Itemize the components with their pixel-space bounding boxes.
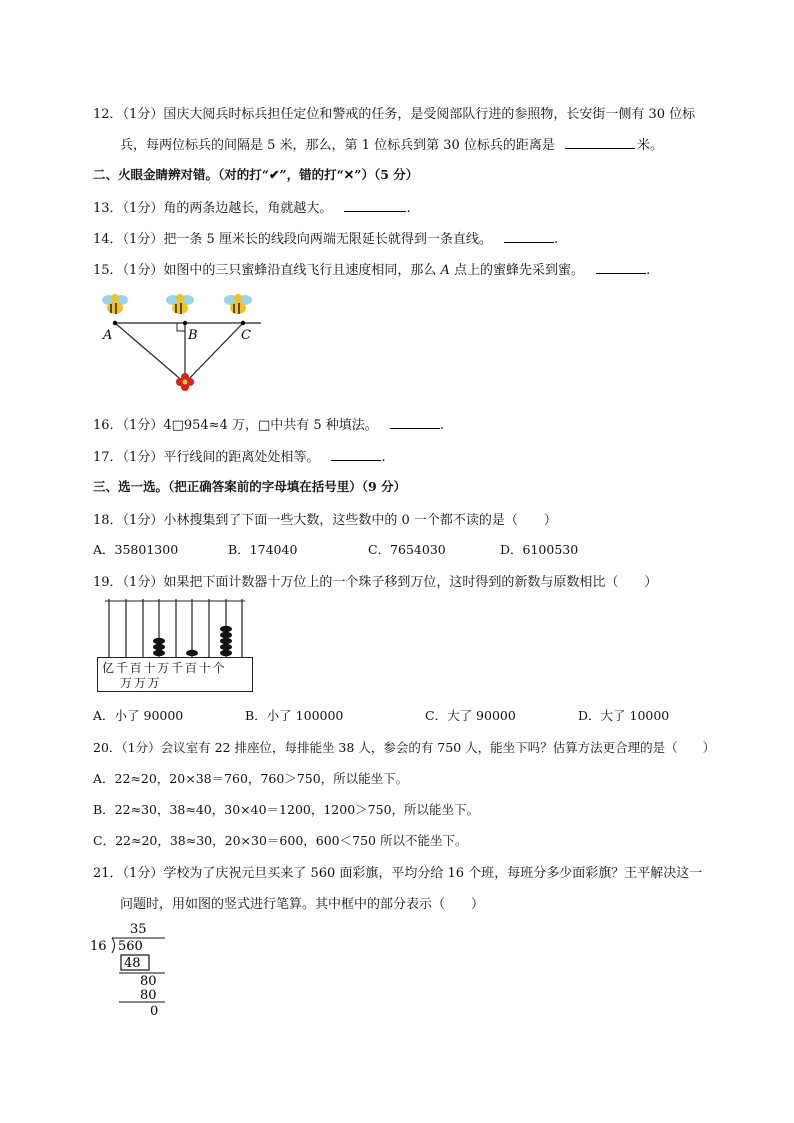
q21-line2: 问题时，用如图的竖式进行笔算。其中框中的部分表示（ ） bbox=[120, 897, 485, 912]
q12-line1: 12．（1分）国庆大阅兵时标兵担任定位和警戒的任务，是受阅部队行进的参照物，长安街一侧有 30 位标 bbox=[93, 107, 696, 122]
q14-answer-blank[interactable] bbox=[504, 229, 554, 243]
q20-option-c[interactable]: C．22≈20，38≈30，20×30＝600，600＜750 所以不能坐下。 bbox=[93, 833, 468, 848]
division-remainder: 80 bbox=[140, 974, 157, 989]
q18-option-c[interactable]: C．7654030 bbox=[368, 542, 446, 557]
q17-text: 17．（1分）平行线间的距离处处相等。 bbox=[93, 450, 320, 465]
q18-option-a[interactable]: A．35801300 bbox=[93, 542, 179, 557]
q16-answer-blank[interactable] bbox=[390, 415, 440, 429]
q19-option-b[interactable]: B．小了 100000 bbox=[245, 708, 344, 723]
division-quotient: 35 bbox=[130, 922, 147, 937]
division-final: 0 bbox=[150, 1004, 159, 1018]
q12-unit: 米。 bbox=[637, 138, 664, 153]
q13-answer-blank[interactable] bbox=[344, 198, 406, 212]
bee-figure bbox=[93, 288, 273, 398]
abacus-place-labels-wan: 万 万 万 bbox=[120, 676, 159, 690]
q18-option-b[interactable]: B．174040 bbox=[228, 542, 298, 557]
q15-text-b: 点上的蜜蜂先采到蜜。 bbox=[454, 263, 585, 278]
q17-answer-blank[interactable] bbox=[331, 447, 381, 461]
long-division bbox=[90, 918, 180, 1018]
abacus bbox=[97, 597, 253, 693]
beads-shi bbox=[220, 626, 232, 656]
division-subtract: 80 bbox=[140, 988, 157, 1003]
q21-line1: 21．（1分）学校为了庆祝元旦买来了 560 面彩旗，平均分给 16 个班，每班分多少面彩旗？王平解决这一 bbox=[93, 866, 703, 881]
abacus-base bbox=[97, 657, 253, 692]
division-boxed-value: 48 bbox=[124, 956, 141, 971]
q16-text: 16．（1分）4□954≈4 万，□中共有 5 种填法。 bbox=[93, 418, 378, 433]
q17: 17．（1分）平行线间的距离处处相等。 . bbox=[93, 446, 386, 465]
q13-text: 13．（1分）角的两条边越长，角就越大。 bbox=[93, 201, 333, 216]
q18-text: 18．（1分）小林搜集到了下面一些大数，这些数中的 0 一个都不读的是（ ） bbox=[93, 513, 557, 528]
q15: 15．（1分）如图中的三只蜜蜂沿直线飞行且速度相同，那么 A 点上的蜜蜂先采到蜜。 . bbox=[93, 259, 650, 278]
label-a: A bbox=[103, 328, 113, 343]
q12-answer-blank[interactable] bbox=[565, 135, 635, 149]
q19-text: 19．（1分）如果把下面计数器十万位上的一个珠子移到万位，这时得到的新数与原数相比（ ） bbox=[93, 575, 658, 590]
q15-answer-blank[interactable] bbox=[596, 260, 646, 274]
division-divisor: 16 bbox=[90, 939, 107, 954]
q19-option-c[interactable]: C．大了 90000 bbox=[425, 708, 516, 723]
label-c: C bbox=[241, 328, 251, 343]
q18-option-d[interactable]: D．6100530 bbox=[500, 542, 579, 557]
q20-text: 20．（1分）会议室有 22 排座位，每排能坐 38 人，参会的有 750 人，能坐下吗？估算方法更合理的是（ ） bbox=[93, 740, 716, 755]
beads-qian bbox=[186, 650, 198, 656]
q12-text: 兵，每两位标兵的间隔是 5 米，那么，第 1 位标兵到第 30 位标兵的距离是 bbox=[120, 138, 555, 153]
q15-text-a: 15．（1分）如图中的三只蜜蜂沿直线飞行且速度相同，那么 bbox=[93, 263, 437, 278]
q14: 14．（1分）把一条 5 厘米长的线段向两端无限延长就得到一条直线。 . bbox=[93, 228, 558, 247]
q20-option-a[interactable]: A．22≈20，20×38＝760，760＞750，所以能坐下。 bbox=[93, 771, 409, 786]
q16: 16．（1分）4□954≈4 万，□中共有 5 种填法。 . bbox=[93, 414, 444, 433]
beads-shi-wan bbox=[153, 638, 165, 656]
section-3-title: 三、选一选。（把正确答案前的字母填在括号里）（9 分） bbox=[93, 479, 407, 494]
q12-line2 bbox=[120, 134, 663, 153]
bee-b-icon bbox=[166, 294, 194, 314]
label-b: B bbox=[188, 328, 198, 343]
abacus-place-labels: 亿 千 百 十 万 千 百 十 个 bbox=[102, 661, 224, 675]
q20-option-b[interactable]: B．22≈30，38≈40，30×40＝1200，1200＞750，所以能坐下。 bbox=[93, 802, 480, 817]
q14-text: 14．（1分）把一条 5 厘米长的线段向两端无限延长就得到一条直线。 bbox=[93, 232, 492, 247]
abacus-rods bbox=[97, 597, 253, 659]
q15-point: A bbox=[440, 263, 450, 278]
division-dividend: 560 bbox=[118, 939, 143, 954]
bee-c-icon bbox=[224, 294, 252, 314]
q19-option-a[interactable]: A．小了 90000 bbox=[93, 708, 184, 723]
section-2-title: 二、火眼金睛辨对错。（对的打“✔”，错的打“✕”）（5 分） bbox=[93, 167, 419, 182]
q13: 13．（1分）角的两条边越长，角就越大。 . bbox=[93, 197, 411, 216]
q19-option-d[interactable]: D．大了 10000 bbox=[578, 708, 670, 723]
bee-a-icon bbox=[102, 294, 128, 314]
